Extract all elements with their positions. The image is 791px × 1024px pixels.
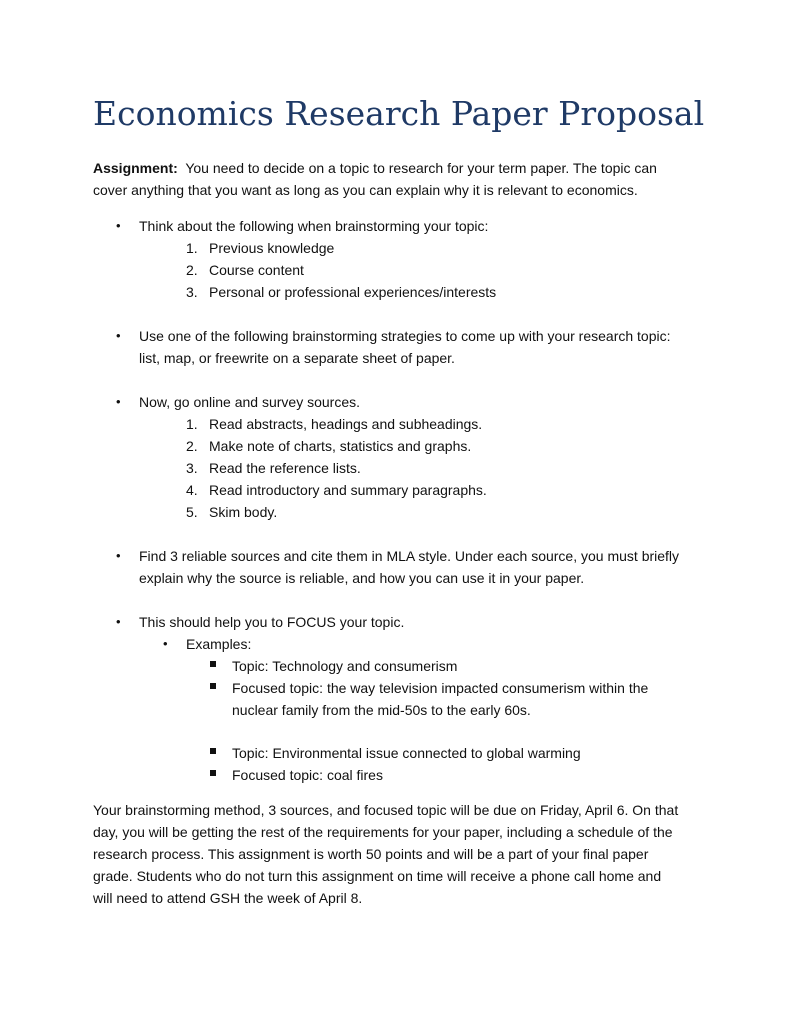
section2-line: Use one of the following brainstorming strategies to come up with your research topic: [139,328,671,344]
page-title: Economics Research Paper Proposal [93,94,705,133]
section3-item: Read introductory and summary paragraphs. [209,482,487,498]
section5-sub-bullet: Examples: [186,636,252,652]
square-bullet-icon [210,748,216,754]
section3-number: 5. [186,504,198,520]
square-bullet-icon [210,661,216,667]
closing-line: Your brainstorming method, 3 sources, and focused topic will be due on Friday, April 6. On that [93,802,679,818]
section3-number: 2. [186,438,198,454]
section1-number: 1. [186,240,198,256]
section1-number: 2. [186,262,198,278]
assignment-line-2: cover anything that you want as long as you can explain why it is relevant to economics. [93,182,638,198]
assignment-line-1 [93,157,657,179]
section1-item: Course content [209,262,304,278]
section3-number: 1. [186,416,198,432]
section1-item: Personal or professional experiences/interests [209,284,497,300]
bullet-icon: • [116,548,121,563]
section4-line: explain why the source is reliable, and how you can use it in your paper. [139,570,585,586]
section3-item: Read the reference lists. [209,460,361,476]
section3-item: Skim body. [209,504,278,520]
section3-number: 4. [186,482,198,498]
bullet-icon: • [116,394,121,409]
bullet-icon: • [116,328,121,343]
bullet-icon: • [163,636,168,651]
section1-bullet: Think about the following when brainstorming your topic: [139,218,489,234]
square-bullet-icon [210,770,216,776]
section5-bullet: This should help you to FOCUS your topic. [139,614,405,630]
example-item: Topic: Technology and consumerism [232,658,458,674]
section4-line: Find 3 reliable sources and cite them in MLA style. Under each source, you must briefly [139,548,680,564]
closing-line: day, you will be getting the rest of the requirements for your paper, including a schedule of the [93,824,673,840]
section3-item: Make note of charts, statistics and graphs. [209,438,472,454]
example-item: Focused topic: the way television impacted consumerism within the [232,680,649,696]
section2-line: list, map, or freewrite on a separate sheet of paper. [139,350,455,366]
assignment-label: Assignment: [93,160,178,176]
closing-line: grade. Students who do not turn this assignment on time will receive a phone call home and [93,868,662,884]
section3-item: Read abstracts, headings and subheadings. [209,416,483,432]
example-item-continued: nuclear family from the mid-50s to the early 60s. [232,702,531,718]
example-item: Topic: Environmental issue connected to global warming [232,745,581,761]
bullet-icon: • [116,614,121,629]
closing-line: will need to attend GSH the week of April 8. [93,890,363,906]
bullet-icon: • [116,218,121,233]
section1-item: Previous knowledge [209,240,335,256]
example-item: Focused topic: coal fires [232,767,383,783]
section1-number: 3. [186,284,198,300]
section3-bullet: Now, go online and survey sources. [139,394,361,410]
assignment-text-1: You need to decide on a topic to research for your term paper. The topic can [185,160,657,176]
square-bullet-icon [210,683,216,689]
closing-line: research process. This assignment is worth 50 points and will be a part of your final paper [93,846,649,862]
section3-number: 3. [186,460,198,476]
